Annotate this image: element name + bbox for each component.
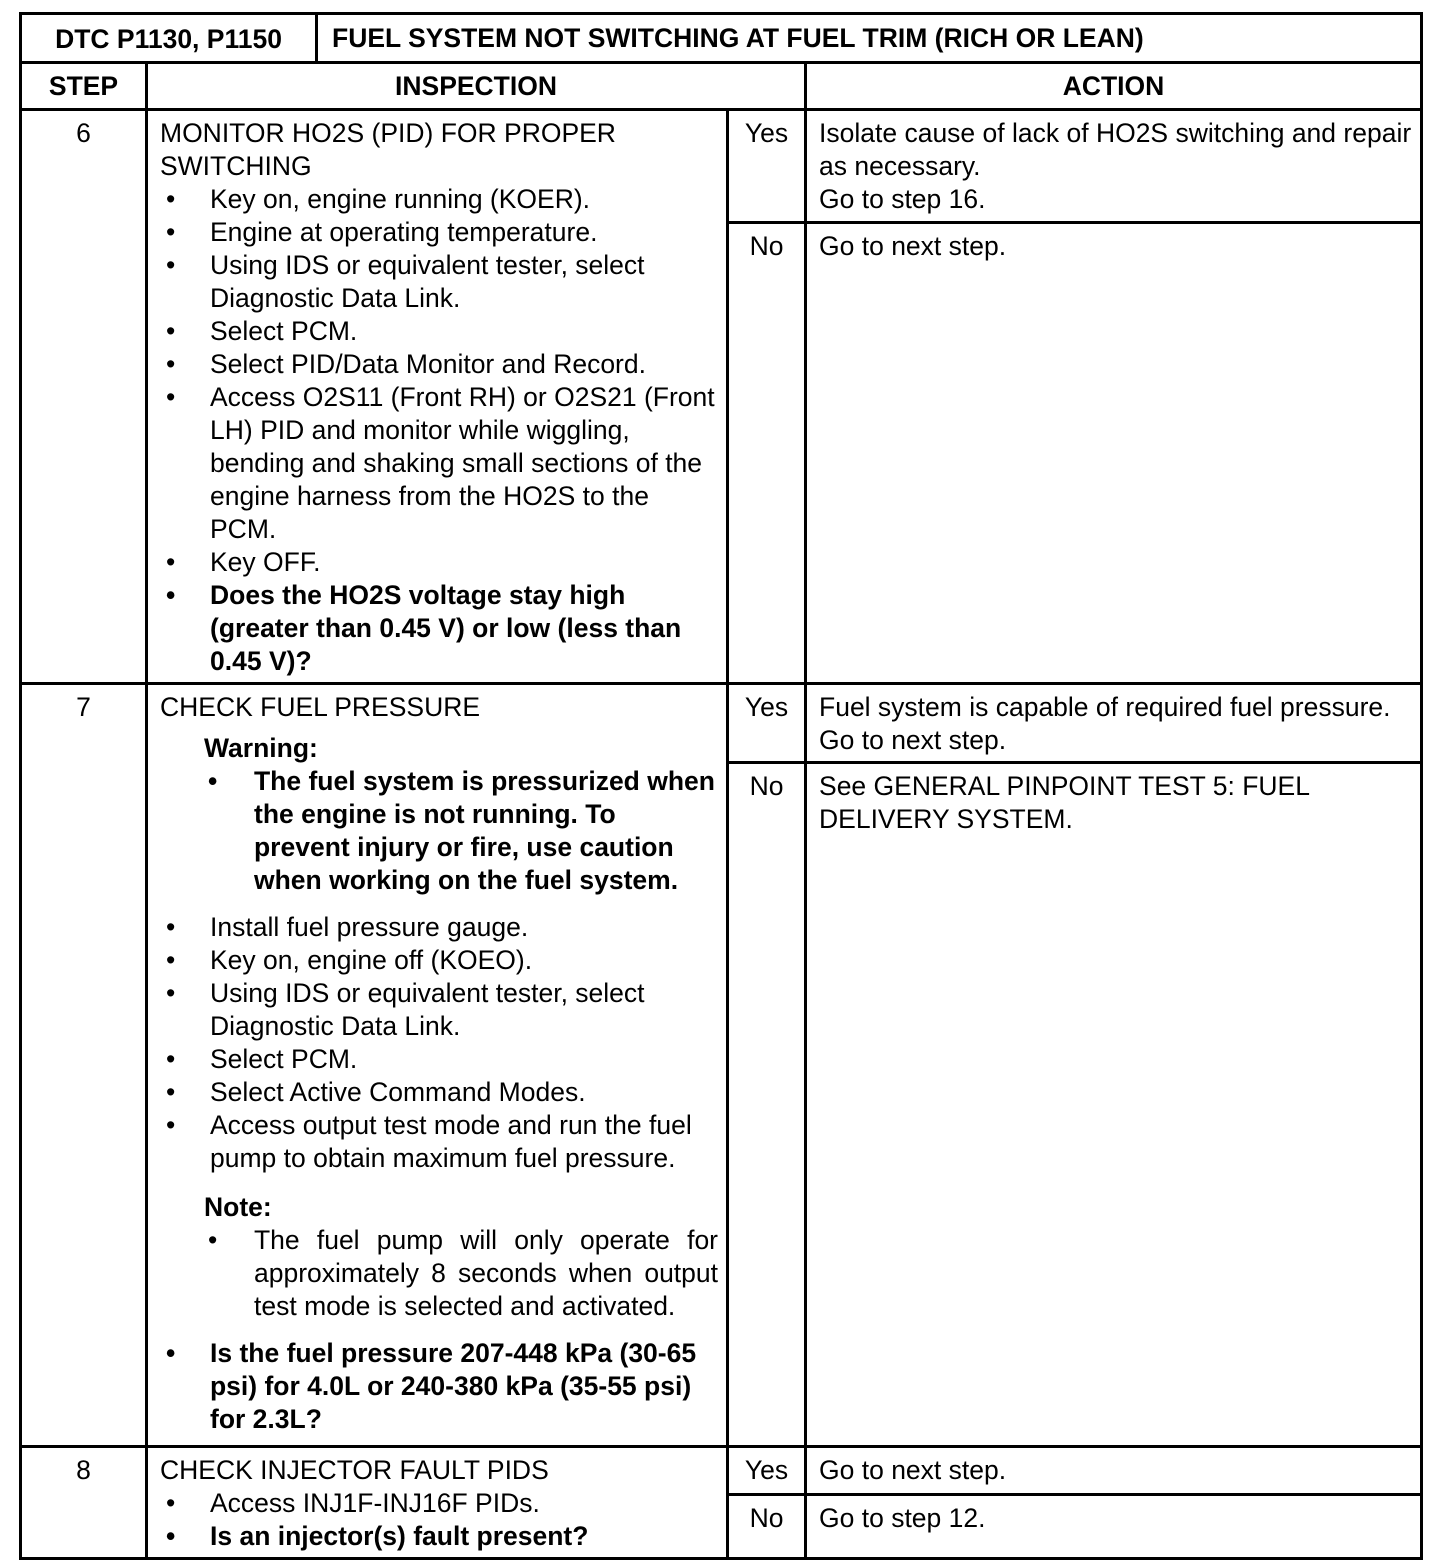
inspection-bullet: • Engine at operating temperature. bbox=[160, 216, 718, 249]
dtc-header-row bbox=[21, 14, 1422, 63]
yes-action bbox=[806, 110, 1422, 223]
action-line: Go to next step. bbox=[819, 1455, 1007, 1485]
action-line: Go to next step. bbox=[819, 725, 1007, 755]
action-line: See GENERAL PINPOINT TEST 5: FUEL DELIVERY SYSTEM. bbox=[819, 771, 1309, 834]
step-title: SWITCHING bbox=[160, 151, 312, 181]
action-line: Fuel system is capable of required fuel pressure. bbox=[819, 692, 1391, 722]
spacer bbox=[160, 897, 718, 911]
inspection-bullet: • Select PID/Data Monitor and Record. bbox=[160, 348, 718, 381]
dtc-code: DTC P1130, P1150 bbox=[21, 14, 317, 63]
no-label: No bbox=[728, 223, 806, 684]
yes-label: Yes bbox=[728, 1447, 806, 1495]
inspection-bullet: • Access output test mode and run the fuel pump to obtain maximum fuel pressure. bbox=[160, 1109, 718, 1175]
inspection-bullets bbox=[160, 1487, 718, 1553]
inspection-bullets bbox=[160, 911, 718, 1175]
note-list bbox=[204, 1224, 718, 1323]
action-line: Go to step 16. bbox=[819, 184, 986, 214]
question-list bbox=[160, 1337, 718, 1436]
step-6-yes-row bbox=[21, 110, 1422, 223]
inspection-bullet: • Select PCM. bbox=[160, 315, 718, 348]
spacer bbox=[160, 1323, 718, 1337]
yes-action bbox=[806, 1447, 1422, 1495]
action-line: Isolate cause of lack of HO2S switching and repair as necessary. bbox=[819, 118, 1412, 181]
step-8-yes-row bbox=[21, 1447, 1422, 1495]
inspection-bullet: • Using IDS or equivalent tester, select Diagnostic Data Link. bbox=[160, 977, 718, 1043]
warning-text: • The fuel system is pressurized when the engine is not running. To prevent injury or fire, use caution when working on the fuel system. bbox=[204, 765, 718, 897]
step-title: CHECK INJECTOR FAULT PIDS bbox=[160, 1455, 549, 1485]
no-action bbox=[806, 1494, 1422, 1558]
action-line: Go to next step. bbox=[819, 231, 1007, 262]
inspection-question: • Does the HO2S voltage stay high (greater than 0.45 V) or low (less than 0.45 V)? bbox=[160, 579, 718, 678]
inspection-bullet: • Using IDS or equivalent tester, select Diagnostic Data Link. bbox=[160, 249, 718, 315]
column-step: STEP bbox=[21, 63, 147, 110]
inspection-question: • Is an injector(s) fault present? bbox=[160, 1520, 718, 1553]
step-7-yes-row bbox=[21, 684, 1422, 763]
inspection-bullet: • Key on, engine running (KOER). bbox=[160, 183, 718, 216]
action-line: Go to step 12. bbox=[819, 1502, 986, 1533]
step-6-inspection bbox=[147, 110, 728, 684]
step-8-inspection bbox=[147, 1447, 728, 1559]
diagnostic-table bbox=[19, 12, 1423, 1560]
dtc-title: FUEL SYSTEM NOT SWITCHING AT FUEL TRIM (RICH OR LEAN) bbox=[317, 14, 1422, 63]
note-text: • The fuel pump will only operate for approximately 8 seconds when output test mode is selected and activated. bbox=[204, 1224, 718, 1323]
step-title: MONITOR HO2S (PID) FOR PROPER bbox=[160, 118, 616, 148]
inspection-question: • Is the fuel pressure 207-448 kPa (30-65 psi) for 4.0L or 240-380 kPa (35-55 psi) for 2.3L? bbox=[160, 1337, 718, 1436]
inspection-bullet: • Select Active Command Modes. bbox=[160, 1076, 718, 1109]
no-label: No bbox=[728, 1494, 806, 1558]
column-header-row bbox=[21, 63, 1422, 110]
step-7-inspection bbox=[147, 684, 728, 1447]
inspection-bullet: • Key OFF. bbox=[160, 546, 718, 579]
inspection-bullet: • Access O2S11 (Front RH) or O2S21 (Front LH) PID and monitor while wiggling, bending and shaking small sections of the engine harness from the HO2S to the PCM. bbox=[160, 381, 718, 546]
no-action bbox=[806, 223, 1422, 684]
inspection-bullet: • Select PCM. bbox=[160, 1043, 718, 1076]
yes-label: Yes bbox=[728, 684, 806, 763]
yes-label: Yes bbox=[728, 110, 806, 223]
step-number: 6 bbox=[21, 110, 147, 684]
inspection-bullet: • Key on, engine off (KOEO). bbox=[160, 944, 718, 977]
note-label: Note: bbox=[204, 1192, 272, 1222]
no-label: No bbox=[728, 763, 806, 1447]
yes-action bbox=[806, 684, 1422, 763]
column-action: ACTION bbox=[806, 63, 1422, 110]
step-number: 8 bbox=[21, 1447, 147, 1559]
no-action bbox=[806, 763, 1422, 1447]
inspection-bullet: • Access INJ1F-INJ16F PIDs. bbox=[160, 1487, 718, 1520]
inspection-bullets bbox=[160, 183, 718, 678]
warning-list bbox=[204, 765, 718, 897]
step-number: 7 bbox=[21, 684, 147, 1447]
inspection-bullet: • Install fuel pressure gauge. bbox=[160, 911, 718, 944]
column-inspection: INSPECTION bbox=[147, 63, 806, 110]
warning-label: Warning: bbox=[204, 733, 318, 763]
step-title: CHECK FUEL PRESSURE bbox=[160, 692, 481, 722]
